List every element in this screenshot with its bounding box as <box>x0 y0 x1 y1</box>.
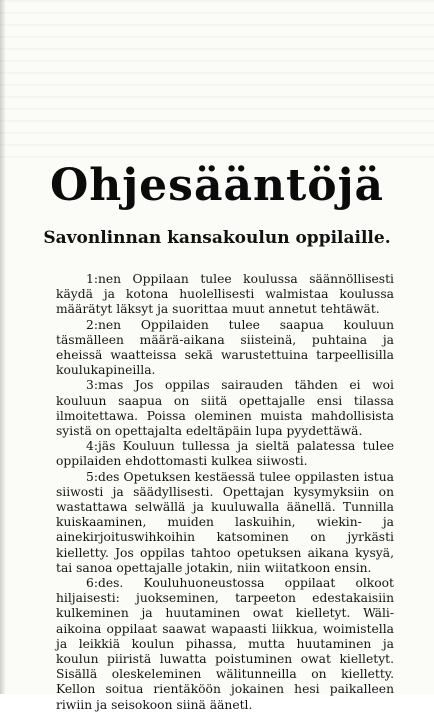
rule-paragraph: 1:nen Oppilaan tulee koulussa säännöllisesti käydä ja kotona huolellisesti walmistaa koulussa määrätyt läksyt ja suorittaa muut annetut tehtäwät. <box>56 272 394 317</box>
document-subtitle: Savonlinnan kansakoulun oppilaille. <box>43 228 391 248</box>
document-title: Ohjesääntöjä <box>49 160 385 211</box>
rule-paragraph: 4:jäs Kouluun tullessa ja sieltä palatessa tulee oppilaiden ehdottomasti kulkea siiwosti. <box>56 439 394 469</box>
rules-body <box>56 272 394 713</box>
rule-paragraph: 6:des. Kouluhuoneustossa oppilaat olkoot hiljaisesti: juokseminen, tarpeeton edestakaisiin kulkeminen ja huutaminen owat kielletyt. Wäli-aikoina oppilaat saawat wapaasti liikkua, woimistella ja leikkiä koulun pihassa, mutta huutaminen ja koulun piiristä luwatta poistuminen owat kielletyt. Sisällä oleskeleminen wälitunneilla on kielletty. Kellon soitua rientäköön jokainen hesi paikalleen riwiin ja seisokoon siinä äänetl. <box>56 576 394 712</box>
rule-paragraph: 3:mas Jos oppilas sairauden tähden ei woi kouluun saapua on siitä opettajalle ensi tilassa ilmoitettawa. Poissa oleminen muista mahdollisista syistä on opettajalta edeltäpäin lupa pyydettäwä. <box>56 378 394 439</box>
page-edge-shadow <box>0 0 6 694</box>
rule-paragraph: 2:nen Oppilaiden tulee saapua kouluun täsmälleen määrä-aikana siisteinä, puhtaina ja eheissä waatteissa sekä warustettuina tarpeellisilla koulukapineilla. <box>56 317 394 378</box>
rule-paragraph: 5:des Opetuksen kestäessä tulee oppilasten istua siiwosti ja säädyllisesti. Opettajan kysymyksiin on wastattawa selwällä ja kuuluwalla äänellä. Tunnilla kuiskaaminen, muiden laskuihin, wiekin- ja ainekirjoituswihkoihin katsominen on jyrkästi kielletty. Jos oppilas tahtoo opetuksen aikana kysyä, tai sanoa opettajalle jotakin, niin wiitatkoon ensin. <box>56 469 394 575</box>
show-through-text <box>0 0 434 160</box>
